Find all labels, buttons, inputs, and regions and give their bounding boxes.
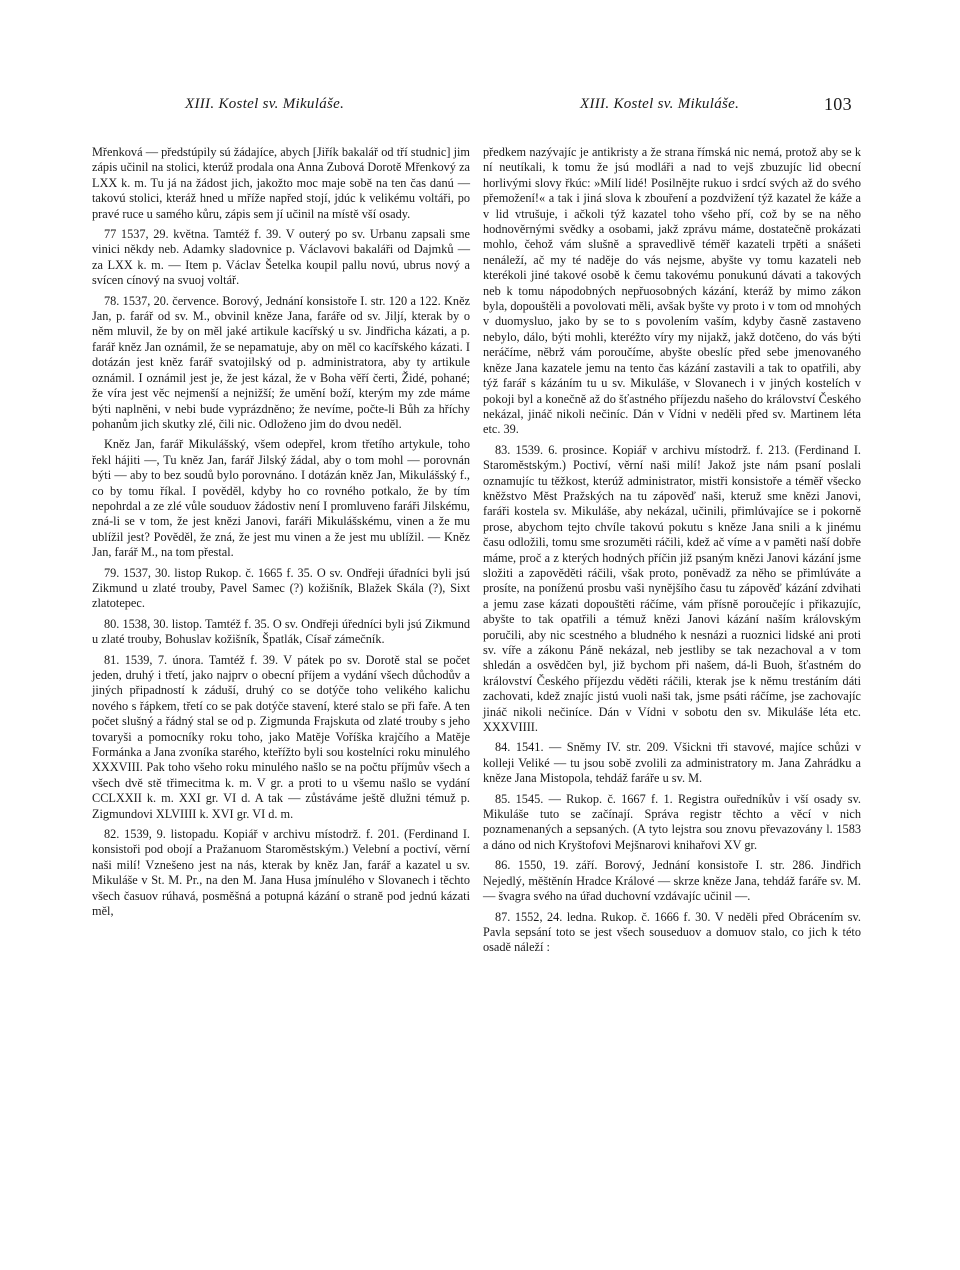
paragraph: 78. 1537, 20. července. Borový, Jednání konsistoře I. str. 120 a 122. Kněz Jan, p. farář od sv. M., obvinil kněze Jana, faráře od sv. Jiljí, kterak by o něm mluvil, že by on měl jaké artikule kacířský u sv. Jindřicha kázati, a p. farář kněz Jan oznámil, že se nepamatuje, aby on měl co kacířského kázati. I dotázán jest kněz farář svatojilský od p. administratora, aby ty artikule oznámil. I oznámil jest je, že jest kázal, že v Boha věří čerti, Židé, pohané; že víra jest věc nejmenší a nejnižší; že umění boží, kterým my zde máme býti naplněni, v nebi bude vyprázdněno; že nevíme, počte-li Bůh za hříchy pohanům jich skutky zlé, čili nic. Odloženo jim do dvou neděl. [92,293,470,431]
page-number: 103 [824,94,852,114]
page-header [0,96,960,122]
paragraph: 81. 1539, 7. února. Tamtéž f. 39. V pátek po sv. Dorotě stal se počet jeden, druhý i třetí, jako najprv o obecní příjem a vydání všech důchodův a jiných připadností k záduší, druhý co se dotýče toho velikého kalichu nového s řápkem, třetí co se pak dotýče stavení, které stalo se při faře. A ten počet slušný a řádný stal se od p. Zigmunda Frajskuta od zlaté trouby s jeho tovaryši a pomocníky roku toho, jako Matěje Voříška krajčího a Matěje Formánka a Jana zvoníka starého, kteřížto byli sou kostelníci roku minulého XXXVIII. Pak toho všeho roku minulého našlo se na počtu příjmův všech a všech dvě stě třimecitma k. m. V gr. a proti to u všemu našlo se vydání CCLXXII k. m. XXI gr. VI d. A tak — zůstáváme ještě dlužni témuž p. Zigmundovi XLVIIII k. XVI gr. VI d. m. [92,652,470,821]
paragraph: 84. 1541. — Sněmy IV. str. 209. Všickni tři stavové, majíce schůzi v kolleji Veliké — tu jsou sobě zvolili za administratory m. Jana Zahrádku a kněze Jana Mistopola, tehdáž faráře u sv. M. [483,740,861,786]
left-column [92,145,470,925]
paragraph: 83. 1539. 6. prosince. Kopiář v archivu místodrž. f. 213. (Ferdinand I. Staroměstským.) Poctiví, věrní naši milí! Jakož jste nám psaní poslali oznamujíc tu těžkost, kterúž administrator, mistři konsistoře a téměř všecko kněžstvo Měst Pražských na tu zápověď naši, kteruž sme knězi Janovi, faráři kostela sv. Mikuláše, aby nekázal, učinili, přimlúvajíce se i pokorně prose, abychom tejto chvíle takovú pokutu s kněze Jana snili a k jinému času odložili, tomu sme srozuměti ráčili, kdež ač víme a v paměti naší dobře máme, proč a z kterých hodných příčin již psaným knězi Janovi kázání jsme složiti a zapověděti ráčili, však proto, poněvadž za něho se přimlúváte a prosíte, na poníženú prosbu vaši nynějšího času tu zápověď kázání zdvihati a jemu zase kázati dopouštěti ráčíme, vám přísně poroučejíc i přikazujíc, abyšte to tak opatřili a témuž knězi Janovi kázání naším královským poručili, aby nic scestného a bludného k nesnázi a ruoznici lidské ani proti sv. víře a zákonu Páně nekázal, neb jestliby se tak nezachoval a v tom shledán a osvědčen byl, již bychom při našem, dá-li Buoh, šťastném do království Českého příjezdu věděti ráčili, kterak jse k němu trestáním dáti zachovati, kdež znajíc jistú vuoli naši tak, jsme psáti ráčíme, jse zachovajíc jináč nikoli nečiníce. Dán v Vídni v sobotu den sv. Mikuláše léta etc. XXXVIIII. [483,442,861,735]
paragraph: 86. 1550, 19. září. Borový, Jednání konsistoře I. str. 286. Jindřich Nejedlý, měštěnín Hradce Králové — skrze kněze Jana, tehdáž faráře sv. M. — švagra svého na úřad duchovní vzdávajíc učinil —. [483,858,861,904]
right-column [483,145,861,961]
paragraph: 85. 1545. — Rukop. č. 1667 f. 1. Registra ouředníkův i vší osady sv. Mikuláše tuto se začínají. Správa registr těchto a věcí v nich poznamenaných a sepsaných. (A tyto lejstra sou znovu převazovány l. 1583 a dáno od nich Kryštofovi Mejšnarovi knihařovi XV gr. [483,791,861,852]
paragraph: 77 1537, 29. května. Tamtéž f. 39. V outerý po sv. Urbanu zapsali sme vinici někdy neb. Adamky sladovnice p. Václavovi bakaláři od Dajmků — za LXX k. m. — Item p. Václav Šetelka koupil pallu novú, ubrus nový a svícen cínový na svuoj voltář. [92,227,470,288]
paragraph: Mřenková — předstúpily sú žádajíce, abych [Jiřík bakalář od tří studnic] jim zápis učinil na stolici, kterúž prodala ona Anna Zubová Dorotě Mřenkový za LXX k. m. Tu já na žádost jich, jakožto moc maje sobě na ten čas danú — takovú stolici, kteráž hned u mříže napřed stojí, jdúc k velikému voltáři, po pravé ruce u samého kůru, zápis sem jí učinil na místě vší osady. [92,145,470,221]
paragraph: 80. 1538, 30. listop. Tamtéž f. 35. O sv. Ondřeji úředníci byli jsú Zikmund u zlaté trouby, Bohuslav kožišník, Špatlák, Císař zámečník. [92,616,470,647]
paragraph: Kněz Jan, farář Mikulášský, všem odepřel, krom třetího artykule, toho řekl hájiti —, Tu kněz Jan, farář Jilský žádal, aby o tom mohl — porovnán býti — aby to bez soudů bylo porovnáno. I dotázán kněz Jan, Mikulášský f., co by tomu říkal. I pověděl, kdyby ho co rovného potkalo, že by tím nepohrdal a ze zlé vůle souduov žádostiv není I promluveno faráři Jilskému, zná-li se v tom, že jest knězi Janovi, faráři Mikulášskému, vinen a že mu ublížil jest? Pověděl, že zná, že jest mu vinen a že jest mu ublížil. — Kněz Jan, farář M., na tom přestal. [92,437,470,560]
paragraph: 87. 1552, 24. ledna. Rukop. č. 1666 f. 30. V neděli před Obrácením sv. Pavla sepsání toto se jest všech souseduov a domuov stalo, co jich k této osadě náleží : [483,909,861,955]
running-title-right: XIII. Kostel sv. Mikuláše. [580,96,740,112]
paragraph: předkem nazývajíc je antikristy a že strana římská nic nemá, protož aby se k ní neutíkali, k tomu že jsú modláři a nad to vejš zbuzujíc lid obecní horlivými slovy řkúc: »Milí lidé! Posilnějte rukuo i srdcí svých až do svého přemožení!« a tak i jiná slova k zbouření a pozdvižení týž kazatel že káže a v lid vtrušuje, i ačkoli týž kazatel toho všeho pří, což by se na něho hodnověrnými svědky a osobami, jakž zprávu máme, dostatečně prokázati mohlo, čehož vám slušně a spravedlivě téměř kazateli trpěti a snášeti nenáleží, ač my té naděje do vás nejsme, abyšte vy tomu kazateli neb kterékoli jiné takové osobě k čemu takovému ponukunú dávati a takových neb k tomu nápodobných nepřuosobných kázání, kteráž by mimo zákon byla, dopouštěli a povolovati měli, avšak byšte vy proto i v tom od mnohých v duomysluo, jako by se to s povolením vaším, kdyby časně zastaveno nebylo, dálo, býti mohli, kteréžto víry my nijakž, jakž dotčeno, do vás býti neráčíme, něbrž vám poroučíme, abyšte obeslíc před sebe jmenovaného kněze Jana kazatele jemu na tento čas kázání zastavili a tak to opatřili, aby týž farář s kázáním tu u sv. Mikuláše, v Slovanech i v jiných kostelích v pokoji byl a konečně až do šťastného příjezdu našeho do království Českého nekázal, jináč nikoli nečiníc. Dán v Vídni v neděli před sv. Martinem léta etc. 39. [483,145,861,437]
paragraph: 79. 1537, 30. listop Rukop. č. 1665 f. 35. O sv. Ondřeji úřadníci byli jsú Zikmund u zlaté trouby, Pavel Samec (?) kožišník, Blažek Skála (?), Sixt zlatotepec. [92,565,470,611]
paragraph: 82. 1539, 9. listopadu. Kopiář v archivu místodrž. f. 201. (Ferdinand I. konsistoři pod obojí a Pražanuom Staroměstským.) Velební a poctiví, věrní naši milí! Vznešeno jest na nás, kterak by kněz Jan, farář a kazatel u sv. Mikuláše v St. M. Pr., na den M. Jana Husa jmínulého v Slovanech i těchto všech časuov rúhavá, posměšná a potupná kázání o straně pod jednú kázati měl, [92,827,470,919]
running-title-left: XIII. Kostel sv. Mikuláše. [185,96,345,112]
